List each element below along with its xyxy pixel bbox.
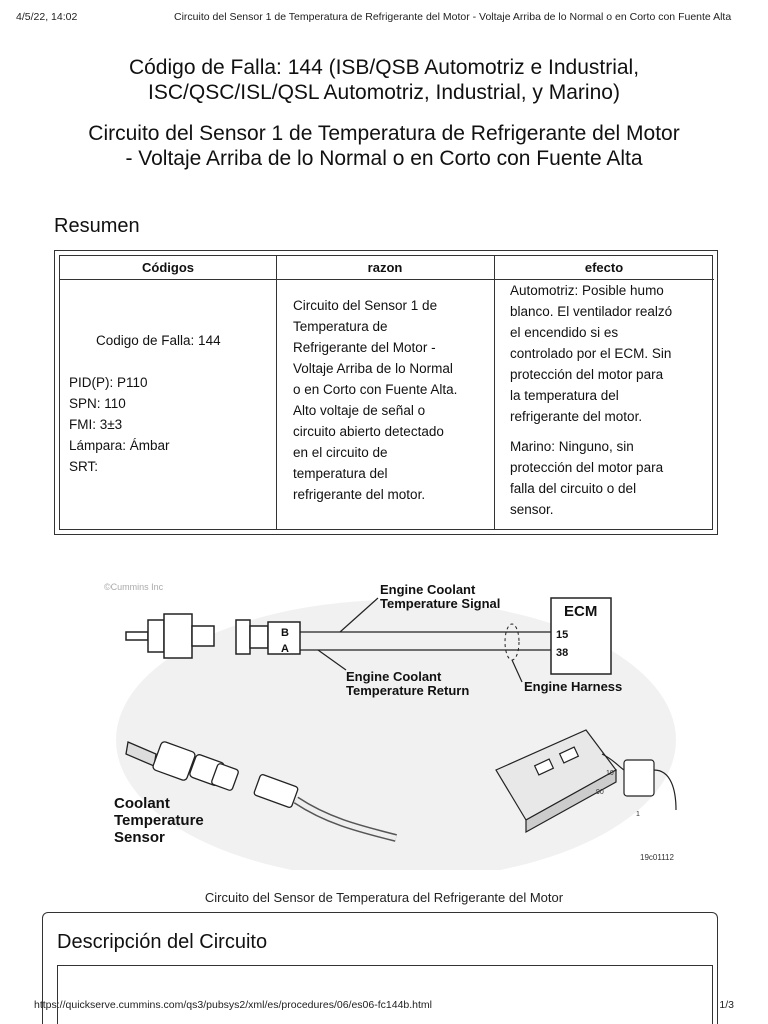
coolant-sensor-wiring-diagram: [96, 570, 686, 870]
column-divider: [494, 256, 495, 529]
reason-cell: [293, 295, 493, 505]
effect-line: refrigerante del motor.: [510, 409, 643, 424]
signal-label-line1: Engine Coolant: [380, 582, 476, 597]
sensor-label-line3: Sensor: [114, 829, 165, 846]
signal-label-line2: Temperature Signal: [380, 596, 501, 611]
reason-line: en el circuito de: [293, 445, 388, 460]
reason-line: Voltaje Arriba de lo Normal: [293, 361, 453, 376]
reason-line: Refrigerante del Motor -: [293, 340, 436, 355]
col-header-effect: efecto: [494, 256, 714, 280]
reason-line: refrigerante del motor.: [293, 487, 426, 502]
spn-value: SPN: 110: [69, 396, 126, 411]
reason-line: Alto voltaje de señal o: [293, 403, 426, 418]
fault-subtitle: [0, 121, 768, 171]
print-timestamp: 4/5/22, 14:02: [16, 11, 78, 23]
summary-table: [54, 250, 718, 535]
column-divider: [276, 256, 277, 529]
effect-line: Marino: Ninguno, sin: [510, 439, 634, 454]
reason-line: Temperatura de: [293, 319, 388, 334]
srt-value: SRT:: [69, 459, 99, 474]
diagram-copyright: ©Cummins Inc: [104, 582, 164, 592]
connector-pin-90-label: 90: [596, 789, 604, 796]
print-page-number: 1/3: [719, 999, 734, 1011]
effect-line: falla del circuito o del: [510, 481, 637, 496]
summary-heading: Resumen: [54, 215, 140, 237]
print-page-title: Circuito del Sensor 1 de Temperatura de Refrigerante del Motor - Voltaje Arriba de lo Normal o en Corto con Fuente Alta: [174, 11, 732, 23]
effect-line: blanco. El ventilador realzó: [510, 304, 673, 319]
effect-automotive: [510, 280, 710, 427]
effect-marine: [510, 436, 710, 520]
ecm-label: ECM: [564, 603, 598, 620]
effect-line: protección del motor para: [510, 367, 664, 382]
reason-line: temperatura del: [293, 466, 388, 481]
pin-b-label: B: [281, 627, 289, 639]
pin-15-label: 15: [556, 629, 569, 641]
print-url: https://quickserve.cummins.com/qs3/pubsys2/xml/es/procedures/06/es06-fc144b.html: [34, 999, 433, 1011]
summary-table-inner: [59, 255, 713, 530]
fault-code-cell: Codigo de Falla: 144: [96, 333, 221, 348]
fmi-value: FMI: 3±3: [69, 417, 123, 432]
circuit-description-body: [57, 965, 713, 1024]
reason-line: Circuito del Sensor 1 de: [293, 298, 438, 313]
col-header-reason: razon: [276, 256, 494, 280]
print-footer: [34, 999, 734, 1013]
diagram-caption: Circuito del Sensor de Temperatura del Refrigerante del Motor: [204, 890, 564, 905]
connector-pin-1-label: 1: [636, 811, 640, 818]
effect-line: el encendido si es: [510, 325, 619, 340]
pin-a-label: A: [281, 643, 289, 655]
print-header: [16, 11, 752, 27]
fault-code-title-line1: Código de Falla: 144 (ISB/QSB Automotriz e Industrial,: [128, 56, 640, 79]
effect-line: sensor.: [510, 502, 554, 517]
effect-line: Automotriz: Posible humo: [510, 283, 664, 298]
fault-subtitle-line2: - Voltaje Arriba de lo Normal o en Corto con Fuente Alta: [125, 147, 643, 170]
effect-line: controlado por el ECM. Sin: [510, 346, 672, 361]
return-label-line2: Temperature Return: [346, 683, 470, 698]
fault-code-title-line2: ISC/QSC/ISL/QSL Automotriz, Industrial, y Marino): [148, 81, 620, 104]
reason-line: circuito abierto detectado: [293, 424, 444, 439]
reason-line: o en Corto con Fuente Alta.: [293, 382, 458, 397]
harness-label: Engine Harness: [524, 679, 623, 694]
col-header-codes: Códigos: [60, 256, 276, 280]
sensor-label-line1: Coolant: [114, 795, 170, 812]
fault-subtitle-line1: Circuito del Sensor 1 de Temperatura de Refrigerante del Motor: [88, 122, 680, 145]
lamp-value: Lámpara: Ámbar: [69, 438, 170, 453]
pid-value: PID(P): P110: [69, 375, 148, 390]
pin-38-label: 38: [556, 647, 569, 659]
return-label-line1: Engine Coolant: [346, 669, 442, 684]
effect-line: la temperatura del: [510, 388, 619, 403]
sensor-label-line2: Temperature: [114, 812, 204, 829]
connector-pin-10-label: 10: [606, 770, 614, 777]
figure-id: 19c01112: [640, 853, 674, 862]
effect-line: protección del motor para: [510, 460, 664, 475]
fault-code-title: [0, 55, 768, 105]
circuit-description-heading: Descripción del Circuito: [57, 931, 268, 953]
